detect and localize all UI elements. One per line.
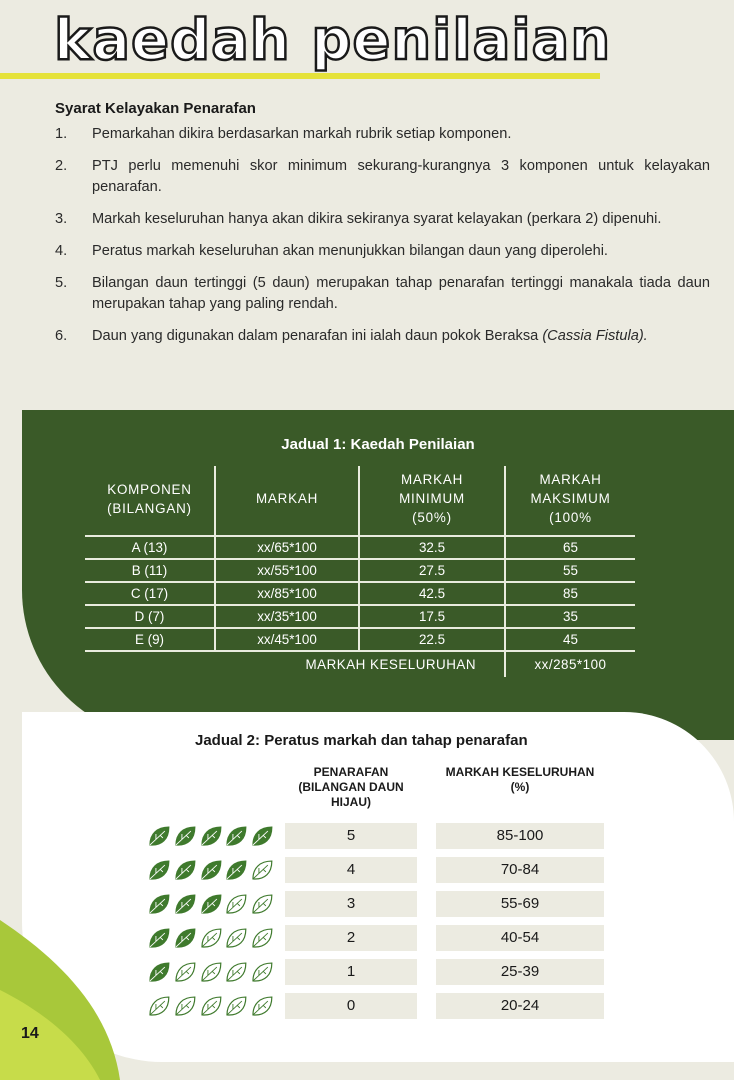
requirement-item [55, 273, 710, 315]
requirement-number: 6. [55, 328, 68, 344]
requirement-number: 5. [55, 275, 68, 291]
requirement-text: Peratus markah keseluruhan akan menunjukkan bilangan daun yang diperolehi. [92, 243, 608, 259]
table1-header-cell [359, 466, 505, 536]
score-range: 25-39 [436, 959, 604, 985]
rating-row [0, 959, 734, 985]
table1-header-cell [215, 466, 359, 536]
leaf-filled-icon [147, 926, 172, 951]
leaf-rating [147, 959, 275, 985]
table1-header-line: (100% [549, 510, 592, 525]
table2-header-score [436, 765, 604, 795]
table1-cell: D (7) [85, 605, 215, 628]
leaf-rating [147, 925, 275, 951]
table1-row [85, 628, 635, 651]
table1-header-line: (50%) [412, 510, 452, 525]
table2-title: Jadual 2: Peratus markah dan tahap penarafan [195, 732, 528, 749]
leaf-filled-icon [224, 824, 249, 849]
leaf-outline-icon [250, 892, 275, 917]
rating-row [0, 823, 734, 849]
header-line: (%) [510, 780, 530, 794]
table1-header-cell [85, 466, 215, 536]
leaf-outline-icon [224, 960, 249, 985]
rating-row [0, 891, 734, 917]
requirements-list [55, 124, 710, 358]
table1-header-line: KOMPONEN [107, 481, 192, 497]
table1-cell: xx/55*100 [215, 559, 359, 582]
leaf-outline-icon [250, 994, 275, 1019]
table1-cell: xx/35*100 [215, 605, 359, 628]
table1-cell: xx/45*100 [215, 628, 359, 651]
table1-header-line: MARKAH [255, 491, 319, 506]
header-line: HIJAU) [330, 795, 371, 809]
leaf-outline-icon [173, 994, 198, 1019]
leaf-outline-icon [199, 994, 224, 1019]
table1-cell: 85 [505, 582, 635, 605]
table1-cell: 32.5 [359, 536, 505, 559]
header-line: (BILANGAN DAUN [298, 780, 404, 794]
leaf-outline-icon [250, 926, 275, 951]
table1-row [85, 536, 635, 559]
requirement-text: Daun yang digunakan dalam penarafan ini ialah daun pokok Beraksa [92, 328, 539, 344]
leaf-filled-icon [199, 824, 224, 849]
rating-value: 5 [285, 823, 417, 849]
table1-cell: A (13) [85, 536, 215, 559]
leaf-outline-icon [250, 960, 275, 985]
table1-header-line: MARKAH [400, 472, 464, 487]
table1-cell: B (11) [85, 559, 215, 582]
leaf-outline-icon [199, 926, 224, 951]
requirement-item [55, 209, 710, 230]
leaf-filled-icon [147, 892, 172, 917]
total-value: xx/285*100 [505, 651, 635, 677]
table1-cell: 55 [505, 559, 635, 582]
requirement-number: 2. [55, 158, 68, 174]
leaf-outline-icon [250, 858, 275, 883]
evaluation-table [85, 466, 635, 677]
table1-header-line: MINIMUM [399, 491, 465, 506]
requirements-heading: Syarat Kelayakan Penarafan [55, 100, 256, 117]
table2-header-rating [285, 765, 417, 810]
total-label: MARKAH KESELURUHAN [305, 657, 476, 672]
score-range: 70-84 [436, 857, 604, 883]
header-line: MARKAH KESELURUHAN [445, 765, 595, 779]
table1-total-row [85, 651, 635, 677]
leaf-outline-icon [224, 926, 249, 951]
leaf-filled-icon [173, 824, 198, 849]
table1-cell: 45 [505, 628, 635, 651]
leaf-filled-icon [199, 892, 224, 917]
leaf-filled-icon [147, 858, 172, 883]
table1-cell: C (17) [85, 582, 215, 605]
leaf-filled-icon [250, 824, 275, 849]
requirement-number: 3. [55, 211, 68, 227]
table1-row [85, 605, 635, 628]
page-number: 14 [21, 1025, 39, 1042]
requirement-text: Bilangan daun tertinggi (5 daun) merupakan tahap penarafan tertinggi manakala tiada daun merupakan tahap yang paling rendah. [92, 275, 710, 312]
table1-cell: 65 [505, 536, 635, 559]
requirement-item [55, 326, 710, 347]
requirement-text: Markah keseluruhan hanya akan dikira sekiranya syarat kelayakan (perkara 2) dipenuhi. [92, 211, 662, 227]
leaf-filled-icon [173, 892, 198, 917]
leaf-filled-icon [147, 824, 172, 849]
requirement-text: Pemarkahan dikira berdasarkan markah rubrik setiap komponen. [92, 126, 512, 142]
page-title: kaedah penilaian [54, 8, 612, 73]
rating-value: 1 [285, 959, 417, 985]
table1-cell: E (9) [85, 628, 215, 651]
table1-header-cell [505, 466, 635, 536]
leaf-rating [147, 823, 275, 849]
requirement-text: PTJ perlu memenuhi skor minimum sekurang-kurangnya 3 komponen untuk kelayakan penarafan. [92, 158, 710, 195]
table1-cell: xx/65*100 [215, 536, 359, 559]
rating-row [0, 857, 734, 883]
rating-value: 4 [285, 857, 417, 883]
table1-header-row [85, 466, 635, 536]
table1-cell: 27.5 [359, 559, 505, 582]
leaf-rating [147, 891, 275, 917]
header-line: PENARAFAN [313, 765, 389, 779]
leaf-rating [147, 993, 275, 1019]
requirement-number: 1. [55, 126, 68, 142]
leaf-filled-icon [173, 926, 198, 951]
page-header [0, 0, 734, 90]
table1-cell: xx/85*100 [215, 582, 359, 605]
leaf-filled-icon [199, 858, 224, 883]
table1-cell: 35 [505, 605, 635, 628]
score-range: 55-69 [436, 891, 604, 917]
table1-cell: 42.5 [359, 582, 505, 605]
table1-title: Jadual 1: Kaedah Penilaian [281, 436, 475, 453]
leaf-filled-icon [224, 858, 249, 883]
requirement-item [55, 124, 710, 145]
rating-row [0, 993, 734, 1019]
leaf-outline-icon [199, 960, 224, 985]
leaf-filled-icon [147, 960, 172, 985]
table1-cell: 17.5 [359, 605, 505, 628]
requirement-item [55, 241, 710, 262]
table1-header-line: (BILANGAN) [107, 500, 192, 516]
score-range: 20-24 [436, 993, 604, 1019]
score-range: 40-54 [436, 925, 604, 951]
table1-header-line: MARKAH [539, 472, 602, 487]
leaf-outline-icon [173, 960, 198, 985]
leaf-outline-icon [224, 892, 249, 917]
score-range: 85-100 [436, 823, 604, 849]
rating-row [0, 925, 734, 951]
leaf-outline-icon [224, 994, 249, 1019]
leaf-outline-icon [147, 994, 172, 1019]
requirement-italic-text: (Cassia Fistula). [542, 328, 648, 344]
table1-row [85, 582, 635, 605]
requirement-item [55, 156, 710, 198]
table1-cell: 22.5 [359, 628, 505, 651]
requirement-number: 4. [55, 243, 68, 259]
rating-value: 0 [285, 993, 417, 1019]
rating-value: 2 [285, 925, 417, 951]
leaf-rating [147, 857, 275, 883]
table1-header-line: MAKSIMUM [530, 491, 611, 506]
rating-value: 3 [285, 891, 417, 917]
table1-row [85, 559, 635, 582]
leaf-filled-icon [173, 858, 198, 883]
